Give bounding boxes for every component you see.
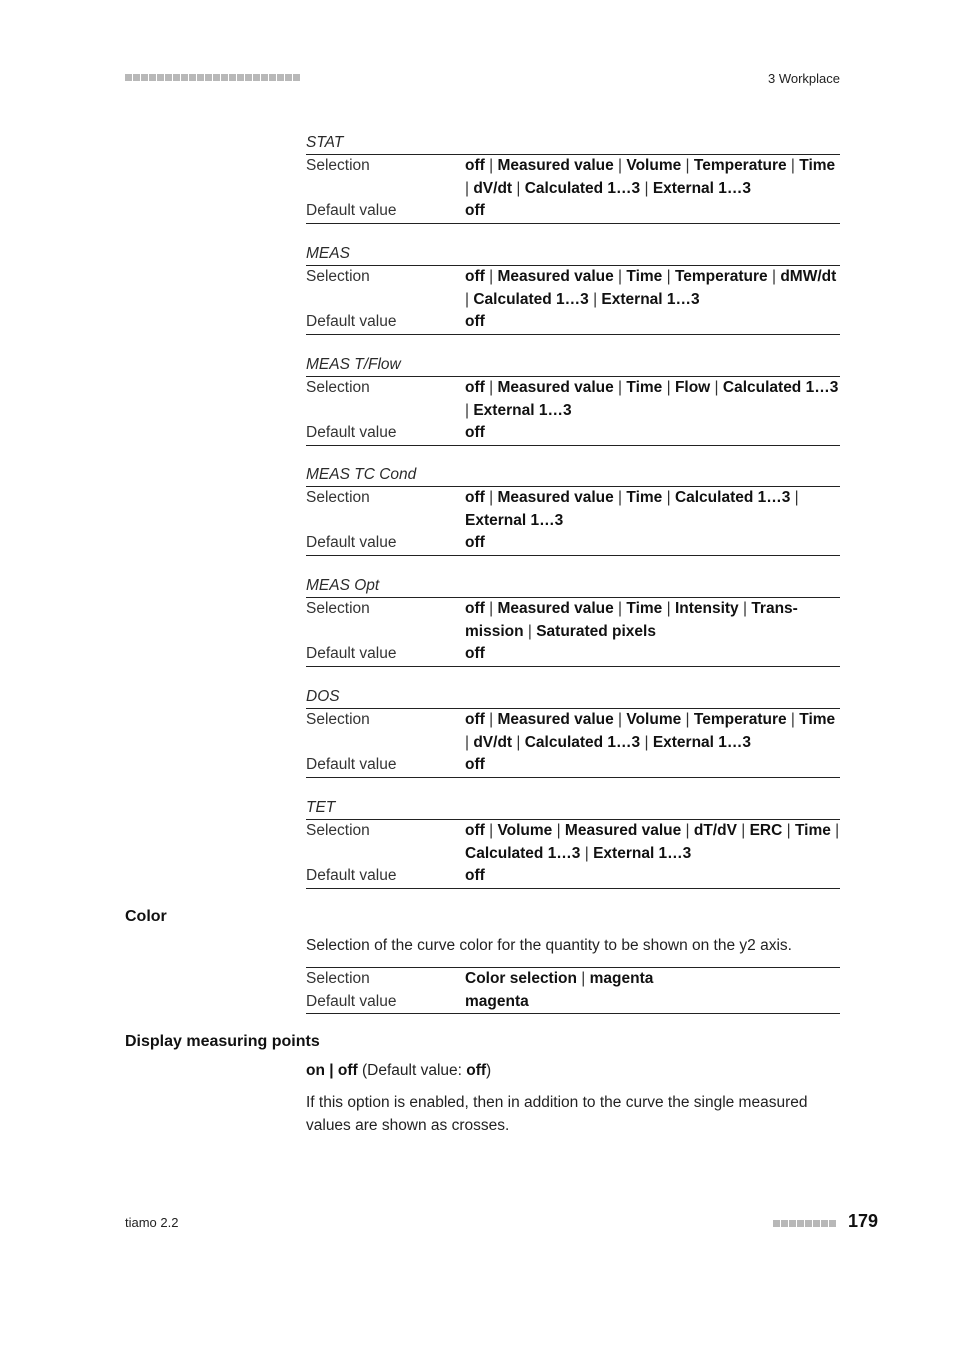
default-label: Default value (306, 756, 397, 773)
selection-label: Selection (306, 711, 370, 728)
selection-option: Volume (497, 822, 553, 839)
param-block-meas-opt (306, 575, 840, 667)
selection-label: Selection (306, 600, 370, 617)
separator: | (640, 733, 653, 751)
selection-option: Measured value (564, 822, 682, 839)
separator: | (786, 157, 800, 174)
decoration-dot (221, 74, 228, 81)
selection-option: Temperature (693, 711, 787, 728)
selection-option: Time (799, 711, 836, 728)
decoration-dot (805, 1220, 812, 1227)
separator: | (523, 622, 537, 640)
selection-option: off (465, 157, 485, 174)
param-table (306, 486, 840, 556)
decoration-dot (237, 74, 244, 81)
separator: | (552, 822, 565, 839)
separator: | (613, 489, 627, 506)
decoration-dot (173, 74, 180, 81)
display-points-description: If this option is enabled, then in addition to the curve the single measured values are shown as crosses. (306, 1094, 808, 1134)
separator: | (662, 489, 675, 506)
decoration-dot (773, 1220, 780, 1227)
default-value: off (465, 645, 485, 662)
separator: | (830, 822, 840, 839)
selection-option: Measured value (497, 711, 614, 728)
separator: | (484, 268, 498, 285)
selection-values (465, 968, 840, 991)
param-block-dos (306, 686, 840, 778)
default-value: off (465, 756, 485, 773)
options-text: on | off (306, 1062, 358, 1079)
decoration-dot (229, 74, 236, 81)
decoration-dot (133, 74, 140, 81)
param-table (306, 154, 840, 224)
header-section-title: 3 Workplace (767, 71, 840, 86)
separator: | (465, 733, 474, 751)
selection-values (465, 598, 840, 644)
block-title: DOS (306, 688, 340, 705)
separator: | (736, 822, 750, 839)
selection-option: Measured value (497, 157, 614, 174)
default-suffix: ) (486, 1062, 492, 1079)
selection-option: Time (626, 600, 663, 617)
separator: | (484, 822, 498, 839)
decoration-dot (821, 1220, 828, 1227)
separator: | (790, 489, 799, 506)
decoration-dot (253, 74, 260, 81)
param-block-meas-t-flow (306, 354, 840, 446)
selection-label: Selection (306, 970, 370, 987)
param-table (306, 265, 840, 335)
default-value: off (465, 534, 485, 551)
default-value: off (465, 867, 485, 884)
page-number: 179 (847, 1211, 878, 1231)
separator: | (613, 157, 627, 174)
selection-option: Calculated 1…3 (674, 489, 791, 506)
selection-option: dMW/dt (780, 268, 837, 285)
selection-option: External 1…3 (601, 290, 700, 308)
default-prefix: (Default value: (362, 1062, 467, 1079)
selection-option: Calculated 1…3 (524, 733, 641, 751)
separator: | (613, 268, 627, 285)
selection-option: Measured value (497, 489, 614, 506)
decoration-dot (293, 74, 300, 81)
selection-option: Saturated pixels (536, 622, 656, 640)
decoration-dot (125, 74, 132, 81)
decoration-dot (165, 74, 172, 81)
selection-option: Temperature (693, 157, 787, 174)
separator: | (613, 379, 627, 396)
selection-option: off (465, 711, 485, 728)
param-table (306, 597, 840, 667)
decoration-dot (141, 74, 148, 81)
separator: | (465, 290, 474, 308)
selection-option: Volume (626, 711, 682, 728)
selection-values (465, 820, 840, 866)
selection-label: Selection (306, 379, 370, 396)
separator: | (710, 379, 723, 396)
default-label: Default value (306, 992, 397, 1010)
selection-option: off (465, 600, 485, 617)
selection-option: Measured value (497, 379, 614, 396)
separator: | (512, 179, 525, 197)
decoration-dot (269, 74, 276, 81)
decoration-dot (285, 74, 292, 81)
decoration-dot (829, 1220, 836, 1227)
selection-option: off (465, 489, 485, 506)
selection-option: Color selection (465, 970, 577, 987)
block-title: MEAS Opt (306, 577, 380, 594)
decoration-dot (189, 74, 196, 81)
decoration-dot (197, 74, 204, 81)
selection-option: External 1…3 (593, 844, 692, 862)
selection-option: off (465, 822, 485, 839)
decoration-dot (157, 74, 164, 81)
selection-option: magenta (589, 970, 654, 987)
param-table (306, 376, 840, 446)
selection-option: Measured value (497, 600, 614, 617)
selection-values (465, 266, 840, 312)
selection-option: Time (794, 822, 831, 839)
separator: | (465, 401, 474, 419)
selection-option: off (465, 379, 485, 396)
decoration-dot (149, 74, 156, 81)
selection-option: Trans-mission (465, 600, 798, 640)
param-table (306, 708, 840, 778)
color-heading: Color (125, 908, 167, 925)
selection-values (465, 377, 840, 423)
param-table (306, 967, 840, 1014)
selection-label: Selection (306, 489, 370, 506)
default-value: off (465, 424, 485, 441)
selection-option: dV/dt (473, 179, 513, 197)
selection-option: Time (626, 379, 663, 396)
default-label: Default value (306, 867, 397, 884)
selection-option: Calculated 1…3 (473, 290, 589, 308)
selection-option: Calculated 1…3 (722, 379, 839, 396)
decoration-dot (813, 1220, 820, 1227)
separator: | (662, 268, 675, 285)
selection-values (465, 487, 840, 533)
separator: | (662, 600, 675, 617)
separator: | (767, 268, 781, 285)
default-value: off (466, 1062, 487, 1079)
separator: | (465, 179, 474, 197)
selection-option: External 1…3 (473, 401, 572, 419)
separator: | (588, 290, 602, 308)
separator: | (640, 179, 653, 197)
block-title: MEAS TC Cond (306, 466, 417, 483)
separator: | (782, 822, 795, 839)
param-block-meas-tc-cond (306, 464, 840, 556)
separator: | (662, 379, 675, 396)
decoration-dot (245, 74, 252, 81)
footer-product: tiamo 2.2 (125, 1215, 179, 1230)
param-block-tet (306, 797, 840, 889)
block-title: MEAS (306, 245, 350, 262)
selection-option: off (465, 268, 485, 285)
default-label: Default value (306, 534, 397, 551)
footer-decoration (773, 1220, 836, 1227)
selection-option: External 1…3 (652, 733, 752, 751)
separator: | (786, 711, 800, 728)
separator: | (484, 379, 498, 396)
header-decoration (125, 74, 300, 81)
selection-option: External 1…3 (652, 179, 752, 197)
block-title: STAT (306, 134, 344, 151)
display-points-options (306, 1060, 840, 1083)
separator: | (484, 711, 498, 728)
decoration-dot (277, 74, 284, 81)
selection-option: Calculated 1…3 (524, 179, 641, 197)
separator: | (484, 157, 498, 174)
decoration-dot (789, 1220, 796, 1227)
separator: | (512, 733, 525, 751)
default-label: Default value (306, 202, 397, 219)
block-title: MEAS T/Flow (306, 356, 401, 373)
selection-option: Intensity (674, 600, 739, 617)
separator: | (681, 711, 694, 728)
default-value: off (465, 313, 485, 330)
selection-option: Temperature (674, 268, 768, 285)
selection-option: External 1…3 (465, 511, 564, 529)
separator: | (681, 157, 694, 174)
selection-option: Measured value (497, 268, 614, 285)
decoration-dot (797, 1220, 804, 1227)
block-title: TET (306, 799, 336, 816)
default-label: Default value (306, 313, 397, 330)
selection-values (465, 155, 840, 201)
selection-option: Time (626, 489, 663, 506)
selection-label: Selection (306, 268, 370, 285)
default-value: off (465, 202, 485, 219)
selection-option: dV/dt (473, 733, 513, 751)
decoration-dot (181, 74, 188, 81)
selection-option: Time (799, 157, 836, 174)
param-block-stat (306, 132, 840, 224)
default-label: Default value (306, 645, 397, 662)
decoration-dot (781, 1220, 788, 1227)
selection-option: Calculated 1…3 (465, 844, 581, 862)
color-description: Selection of the curve color for the quantity to be shown on the y2 axis. (306, 937, 792, 954)
separator: | (484, 489, 498, 506)
default-label: Default value (306, 424, 397, 441)
default-value: magenta (465, 992, 529, 1010)
selection-option: dT/dV (693, 822, 737, 839)
decoration-dot (213, 74, 220, 81)
selection-values (465, 709, 840, 755)
display-points-heading: Display measuring points (125, 1033, 320, 1050)
param-block-color (306, 967, 840, 1014)
decoration-dot (261, 74, 268, 81)
decoration-dot (205, 74, 212, 81)
param-block-meas (306, 243, 840, 335)
selection-option: ERC (749, 822, 783, 839)
separator: | (738, 600, 752, 617)
param-table (306, 819, 840, 889)
separator: | (613, 711, 627, 728)
selection-option: Time (626, 268, 663, 285)
selection-option: Volume (626, 157, 682, 174)
separator: | (681, 822, 694, 839)
separator: | (484, 600, 498, 617)
separator: | (580, 844, 594, 862)
selection-option: Flow (674, 379, 711, 396)
selection-label: Selection (306, 157, 370, 174)
separator: | (576, 970, 590, 987)
separator: | (613, 600, 627, 617)
selection-label: Selection (306, 822, 370, 839)
